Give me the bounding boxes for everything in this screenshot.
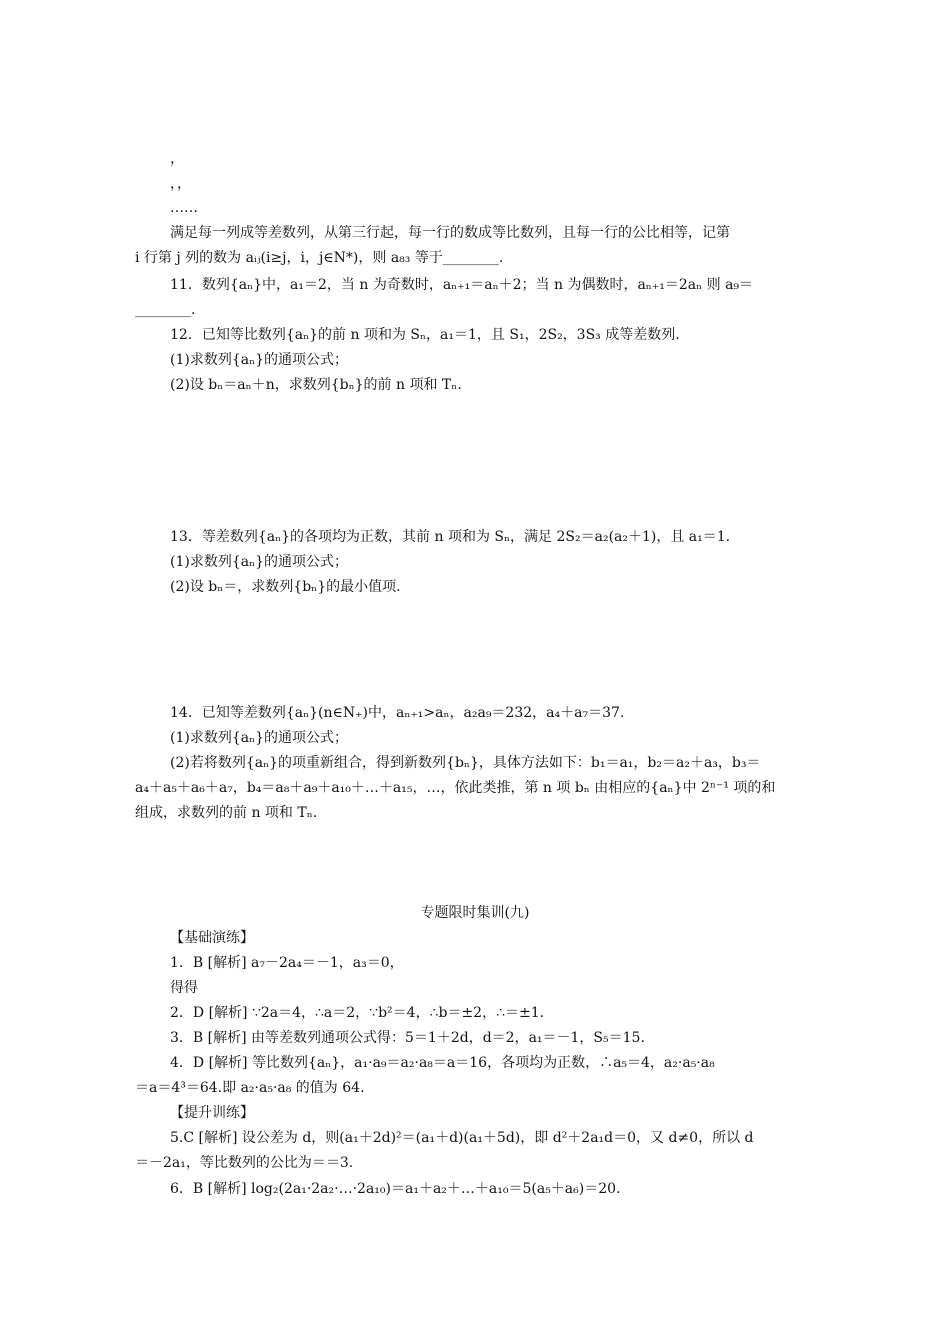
question-11-line-2: ________. [135, 302, 196, 318]
ellipsis-line: …… [170, 200, 198, 216]
advanced-training-heading: 【提升训练】 [170, 1105, 254, 1121]
basic-practice-heading: 【基础演练】 [170, 930, 254, 946]
question-13-line-1: 13．等差数列{aₙ}的各项均为正数，其前 n 项和为 Sₙ，满足 2S₂＝a₂(a₂＋1)，且 a₁＝1. [170, 529, 731, 545]
question-12-line-1: 12．已知等比数列{aₙ}的前 n 项和为 Sₙ，a₁＝1，且 S₁，2S₂，3S₃ 成等差数列. [170, 327, 680, 343]
question-intro-line-2: i 行第 j 列的数为 aᵢⱼ(i≥j，i，j∈N*)，则 a₈₃ 等于________. [135, 250, 504, 266]
answer-1-line-1: 1．B [解析] a₇－2a₄＝－1，a₃＝0， [170, 955, 404, 971]
question-14-part-2-line-1: (2)若将数列{aₙ}的项重新组合，得到新数列{bₙ}，具体方法如下：b₁＝a₁，b₂＝a₂＋a₃，b₃＝ [170, 755, 761, 771]
question-14-part-1: (1)求数列{aₙ}的通项公式； [170, 730, 349, 746]
question-13-part-2: (2)设 bₙ＝，求数列{bₙ}的最小值项. [170, 579, 401, 595]
answer-5-line-2: ＝－2a₁，等比数列的公比为＝＝3. [135, 1155, 354, 1171]
question-14-line-1: 14．已知等差数列{aₙ}(n∈N₊)中，aₙ₊₁>aₙ，a₂a₉＝232，a₄＋a₇＝37. [170, 705, 625, 721]
answer-2: 2．D [解析] ∵2a＝4，∴a＝2，∵b²＝4，∴b＝±2，∴＝±1. [170, 1005, 545, 1021]
question-14-part-2-line-2: a₄＋a₅＋a₆＋a₇，b₄＝a₈＋a₉＋a₁₀＋…＋a₁₅，…，依此类推，第 n 项 bₙ 由相应的{aₙ}中 2ⁿ⁻¹ 项的和 [135, 780, 776, 796]
answer-3: 3．B [解析] 由等差数列通项公式得：5＝1＋2d，d＝2，a₁＝－1，S₅＝15. [170, 1030, 645, 1046]
answers-title: 专题限时集训(九) [420, 905, 530, 921]
question-13-part-1: (1)求数列{aₙ}的通项公式； [170, 554, 349, 570]
answer-1-line-2: 得得 [170, 980, 198, 996]
question-14-part-2-line-3: 组成，求数列的前 n 项和 Tₙ. [135, 805, 318, 821]
answer-4-line-2: ＝a＝4³＝64.即 a₂·a₅·a₈ 的值为 64. [135, 1080, 365, 1096]
question-intro-line-1: 满足每一列成等差数列，从第三行起，每一行的数成等比数列，且每一行的公比相等，记第 [170, 225, 730, 241]
question-12-part-2: (2)设 bₙ＝aₙ＋n，求数列{bₙ}的前 n 项和 Tₙ. [170, 377, 462, 393]
question-11-line-1: 11．数列{aₙ}中，a₁＝2，当 n 为奇数时，aₙ₊₁＝aₙ＋2；当 n 为偶数时，aₙ₊₁＝2aₙ 则 a₉＝ [170, 277, 754, 293]
answer-5-line-1: 5.C [解析] 设公差为 d，则(a₁＋2d)²＝(a₁＋d)(a₁＋5d)，即 d²＋2a₁d＝0，又 d≠0，所以 d [170, 1130, 754, 1146]
answer-6: 6．B [解析] log₂(2a₁·2a₂·…·2a₁₀)＝a₁＋a₂＋…＋a₁₀＝5(a₅＋a₆)＝20. [170, 1181, 621, 1197]
question-12-part-1: (1)求数列{aₙ}的通项公式； [170, 352, 349, 368]
fragment-mark-line-2: ，， [170, 176, 191, 192]
fragment-mark-line-1: ， [170, 151, 184, 167]
answer-4-line-1: 4．D [解析] 等比数列{aₙ}，a₁·a₉＝a₂·a₈＝a＝16，各项均为正数，∴a₅＝4，a₂·a₅·a₈ [170, 1055, 715, 1071]
